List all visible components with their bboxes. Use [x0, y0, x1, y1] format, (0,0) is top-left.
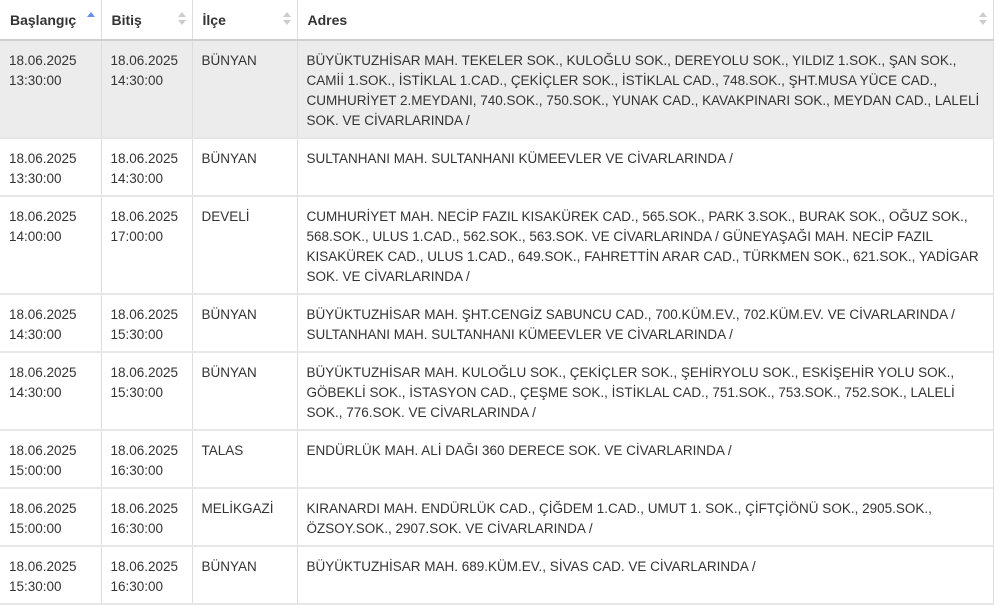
table-row[interactable]: [0, 138, 993, 196]
table-row[interactable]: [0, 488, 993, 546]
end-date: 18.06.2025: [110, 209, 179, 224]
start-date: 18.06.2025: [9, 209, 77, 224]
end-date: 18.06.2025: [110, 365, 179, 380]
district-cell: BÜNYAN: [192, 138, 297, 196]
table-row[interactable]: [0, 196, 993, 294]
end-date: 18.06.2025: [110, 53, 179, 68]
start-time: 13:30:00: [9, 171, 62, 186]
district-cell: MELİKGAZİ: [192, 488, 297, 546]
address-cell: ENDÜRLÜK MAH. ALİ DAĞI 360 DERECE SOK. VE CİVARLARINDA /: [297, 430, 993, 488]
end-date: 18.06.2025: [110, 151, 179, 166]
start-cell: [0, 294, 101, 352]
end-time: 16:30:00: [110, 579, 164, 594]
start-date: 18.06.2025: [9, 501, 77, 516]
sort-icon: [178, 12, 186, 28]
start-date: 18.06.2025: [9, 53, 77, 68]
table-header: [0, 0, 993, 40]
end-cell: [101, 196, 192, 294]
start-date: 18.06.2025: [9, 307, 77, 322]
column-header-end[interactable]: [101, 0, 192, 40]
start-cell: [0, 352, 101, 430]
district-cell: BÜNYAN: [192, 546, 297, 604]
end-date: 18.06.2025: [110, 559, 179, 574]
end-time: 15:30:00: [110, 327, 164, 342]
end-date: 18.06.2025: [110, 307, 179, 322]
start-date: 18.06.2025: [9, 559, 77, 574]
end-date: 18.06.2025: [110, 443, 179, 458]
start-cell: [0, 430, 101, 488]
table-body: [0, 40, 993, 604]
sort-icon: [979, 12, 987, 28]
column-header-address[interactable]: [297, 0, 993, 40]
end-cell: [101, 430, 192, 488]
start-time: 14:00:00: [9, 229, 62, 244]
end-cell: [101, 546, 192, 604]
column-header-start[interactable]: [0, 0, 101, 40]
column-header-district[interactable]: [192, 0, 297, 40]
end-cell: [101, 488, 192, 546]
start-cell: [0, 488, 101, 546]
start-date: 18.06.2025: [9, 443, 77, 458]
column-header-label: Başlangıç: [10, 11, 77, 28]
table-row[interactable]: [0, 546, 993, 604]
district-cell: TALAS: [192, 430, 297, 488]
end-time: 17:00:00: [110, 229, 164, 244]
start-date: 18.06.2025: [9, 365, 77, 380]
address-cell: CUMHURİYET MAH. NECİP FAZIL KISAKÜREK CAD., 565.SOK., PARK 3.SOK., BURAK SOK., OĞUZ SOK., 568.SOK., ULUS 1.CAD., 562.SOK., 563.SOK. VE CİVARLARINDA / GÜNEYAŞAĞI MAH. NECİP FAZIL KISAKÜREK CAD., ULUS 1.CAD., 649.SOK., FAHRETTİN ARAR CAD., TÜRKMEN SOK., 621.SOK., YADİGAR SOK. VE CİVARLARINDA /: [297, 196, 993, 294]
start-time: 14:30:00: [9, 385, 62, 400]
district-cell: BÜNYAN: [192, 352, 297, 430]
end-time: 16:30:00: [110, 521, 164, 536]
end-time: 14:30:00: [110, 73, 164, 88]
end-cell: [101, 40, 192, 138]
start-time: 13:30:00: [9, 73, 62, 88]
table-row[interactable]: [0, 430, 993, 488]
start-time: 15:00:00: [9, 463, 62, 478]
start-cell: [0, 138, 101, 196]
start-date: 18.06.2025: [9, 151, 77, 166]
end-cell: [101, 294, 192, 352]
sort-ascending-icon: [87, 12, 95, 28]
end-cell: [101, 352, 192, 430]
table-row[interactable]: [0, 40, 993, 138]
address-cell: KIRANARDI MAH. ENDÜRLÜK CAD., ÇİĞDEM 1.CAD., UMUT 1. SOK., ÇİFTÇİÖNÜ SOK., 2905.SOK., ÖZSOY.SOK., 2907.SOK. VE CİVARLARINDA /: [297, 488, 993, 546]
end-date: 18.06.2025: [110, 501, 179, 516]
address-cell: BÜYÜKTUZHİSAR MAH. KULOĞLU SOK., ÇEKİÇLER SOK., ŞEHİRYOLU SOK., ESKİŞEHİR YOLU SOK., GÖBEKLİ SOK., İSTASYON CAD., ÇEŞME SOK., İSTİKLAL CAD., 751.SOK., 753.SOK., 752.SOK., LALELİ SOK., 776.SOK. VE CİVARLARINDA /: [297, 352, 993, 430]
table-row[interactable]: [0, 294, 993, 352]
column-header-label: Adres: [307, 11, 348, 28]
address-cell: BÜYÜKTUZHİSAR MAH. ŞHT.CENGİZ SABUNCU CAD., 700.KÜM.EV., 702.KÜM.EV. VE CİVARLARINDA / SULTANHANI MAH. SULTANHANI KÜMEEVLER VE CİVARLARINDA /: [297, 294, 993, 352]
start-cell: [0, 546, 101, 604]
start-time: 15:00:00: [9, 521, 62, 536]
address-cell: BÜYÜKTUZHİSAR MAH. 689.KÜM.EV., SİVAS CAD. VE CİVARLARINDA /: [297, 546, 993, 604]
address-cell: SULTANHANI MAH. SULTANHANI KÜMEEVLER VE CİVARLARINDA /: [297, 138, 993, 196]
end-time: 14:30:00: [110, 171, 164, 186]
address-cell: BÜYÜKTUZHİSAR MAH. TEKELER SOK., KULOĞLU SOK., DEREYOLU SOK., YILDIZ 1.SOK., ŞAN SOK., CAMİİ 1.SOK., İSTİKLAL 1.CAD., ÇEKİÇLER SOK., İSTİKLAL CAD., 748.SOK., ŞHT.MUSA YÜCE CAD., CUMHURİYET 2.MEYDANI, 740.SOK., 750.SOK., YUNAK CAD., KAVAKPINARI SOK., MEYDAN CAD., LALELİ SOK. VE CİVARLARINDA /: [297, 40, 993, 138]
column-header-label: İlçe: [202, 11, 226, 28]
district-cell: DEVELİ: [192, 196, 297, 294]
start-time: 14:30:00: [9, 327, 62, 342]
district-cell: BÜNYAN: [192, 294, 297, 352]
start-cell: [0, 196, 101, 294]
sort-icon: [283, 12, 291, 28]
end-time: 16:30:00: [110, 463, 164, 478]
table-row[interactable]: [0, 352, 993, 430]
end-cell: [101, 138, 192, 196]
district-cell: BÜNYAN: [192, 40, 297, 138]
start-time: 15:30:00: [9, 579, 62, 594]
end-time: 15:30:00: [110, 385, 164, 400]
column-header-label: Bitiş: [111, 11, 142, 28]
start-cell: [0, 40, 101, 138]
